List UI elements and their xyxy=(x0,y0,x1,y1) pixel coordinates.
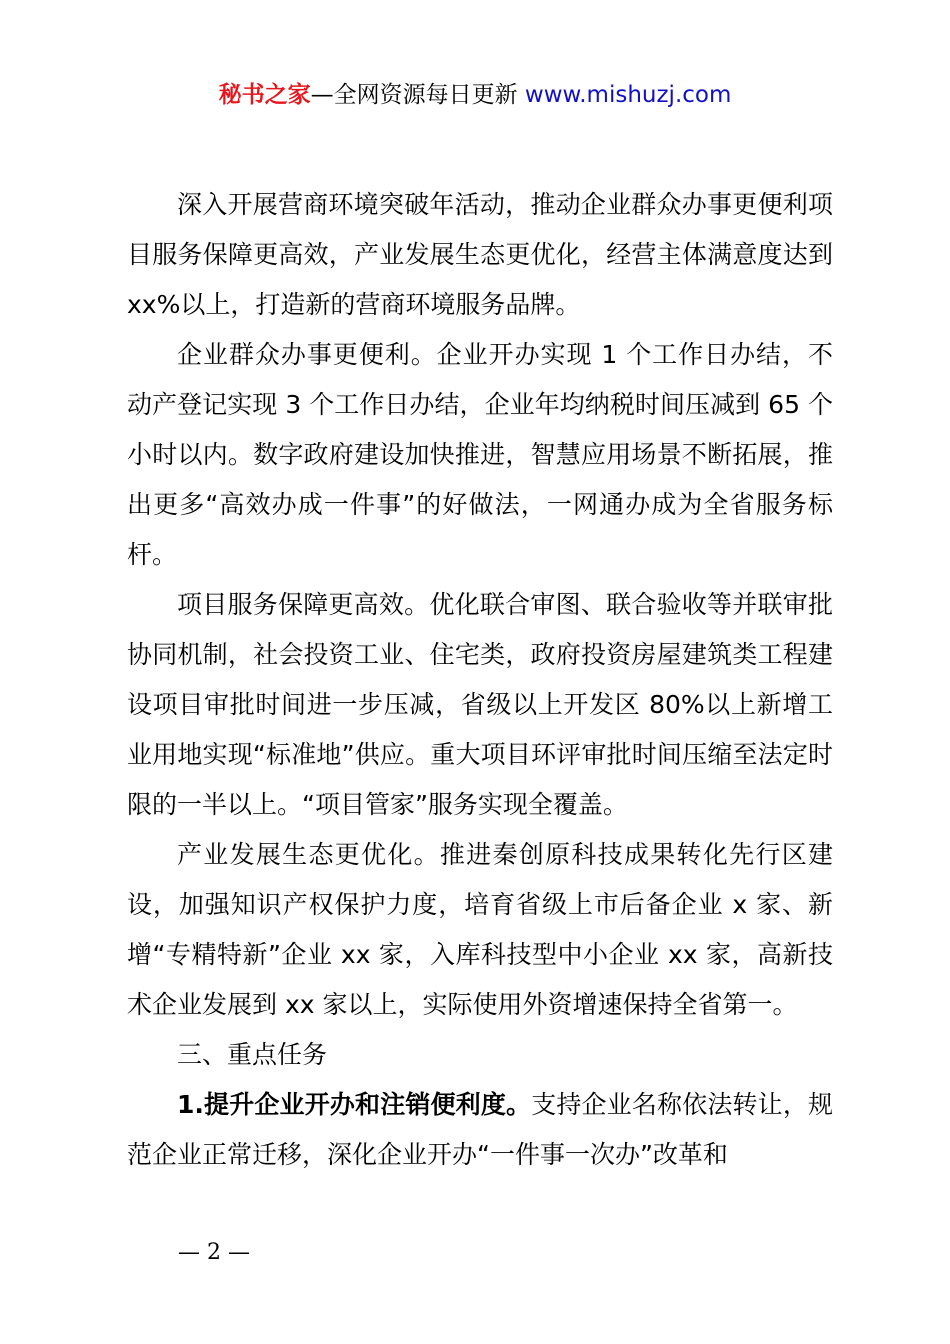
task-1-lead: 1.提升企业开办和注销便利度。 xyxy=(177,1090,532,1119)
intro-paragraph: 深入开展营商环境突破年活动，推动企业群众办事更便利项目服务保障更高效，产业发展生态更优化，经营主体满意度达到 xx%以上，打造新的营商环境服务品牌。 xyxy=(127,190,833,319)
section-heading: 三、重点任务 xyxy=(177,1040,328,1069)
header-slogan: —全网资源每日更新 xyxy=(310,82,525,108)
industry-ecology-paragraph: 产业发展生态更优化。推进秦创原科技成果转化先行区建设，加强知识产权保护力度，培育省级上市后备企业 x 家、新增“专精特新”企业 xx 家，入库科技型中小企业 xx 家，高新技术企业发展到 xx 家以上，实际使用外资增速保持全省第一。 xyxy=(127,840,833,1019)
brand-name: 秘书之家 xyxy=(218,82,311,108)
document-body xyxy=(127,180,833,1180)
document-header xyxy=(0,78,950,112)
site-url-link[interactable]: www.mishuzj.com xyxy=(524,82,732,108)
task-1-text: 支持企业名称依法转让，规范企业正常迁移，深化企业开办“一件事一次办”改革和 xyxy=(127,1090,833,1169)
convenience-paragraph: 企业群众办事更便利。企业开办实现 1 个工作日办结，不动产登记实现 3 个工作日办结，企业年均纳税时间压减到 65 个小时以内。数字政府建设加快推进，智慧应用场景不断拓展，推出更多“高效办成一件事”的好做法，一网通办成为全省服务标杆。 xyxy=(127,340,833,569)
project-service-paragraph: 项目服务保障更高效。优化联合审图、联合验收等并联审批协同机制，社会投资工业、住宅类，政府投资房屋建筑类工程建设项目审批时间进一步压减，省级以上开发区 80%以上新增工业用地实现“标准地”供应。重大项目环评审批时间压缩至法定时限的一半以上。“项目管家”服务实现全覆盖。 xyxy=(127,590,833,819)
page-number: — 2 — xyxy=(178,1240,250,1265)
task-1-paragraph xyxy=(127,1080,833,1180)
